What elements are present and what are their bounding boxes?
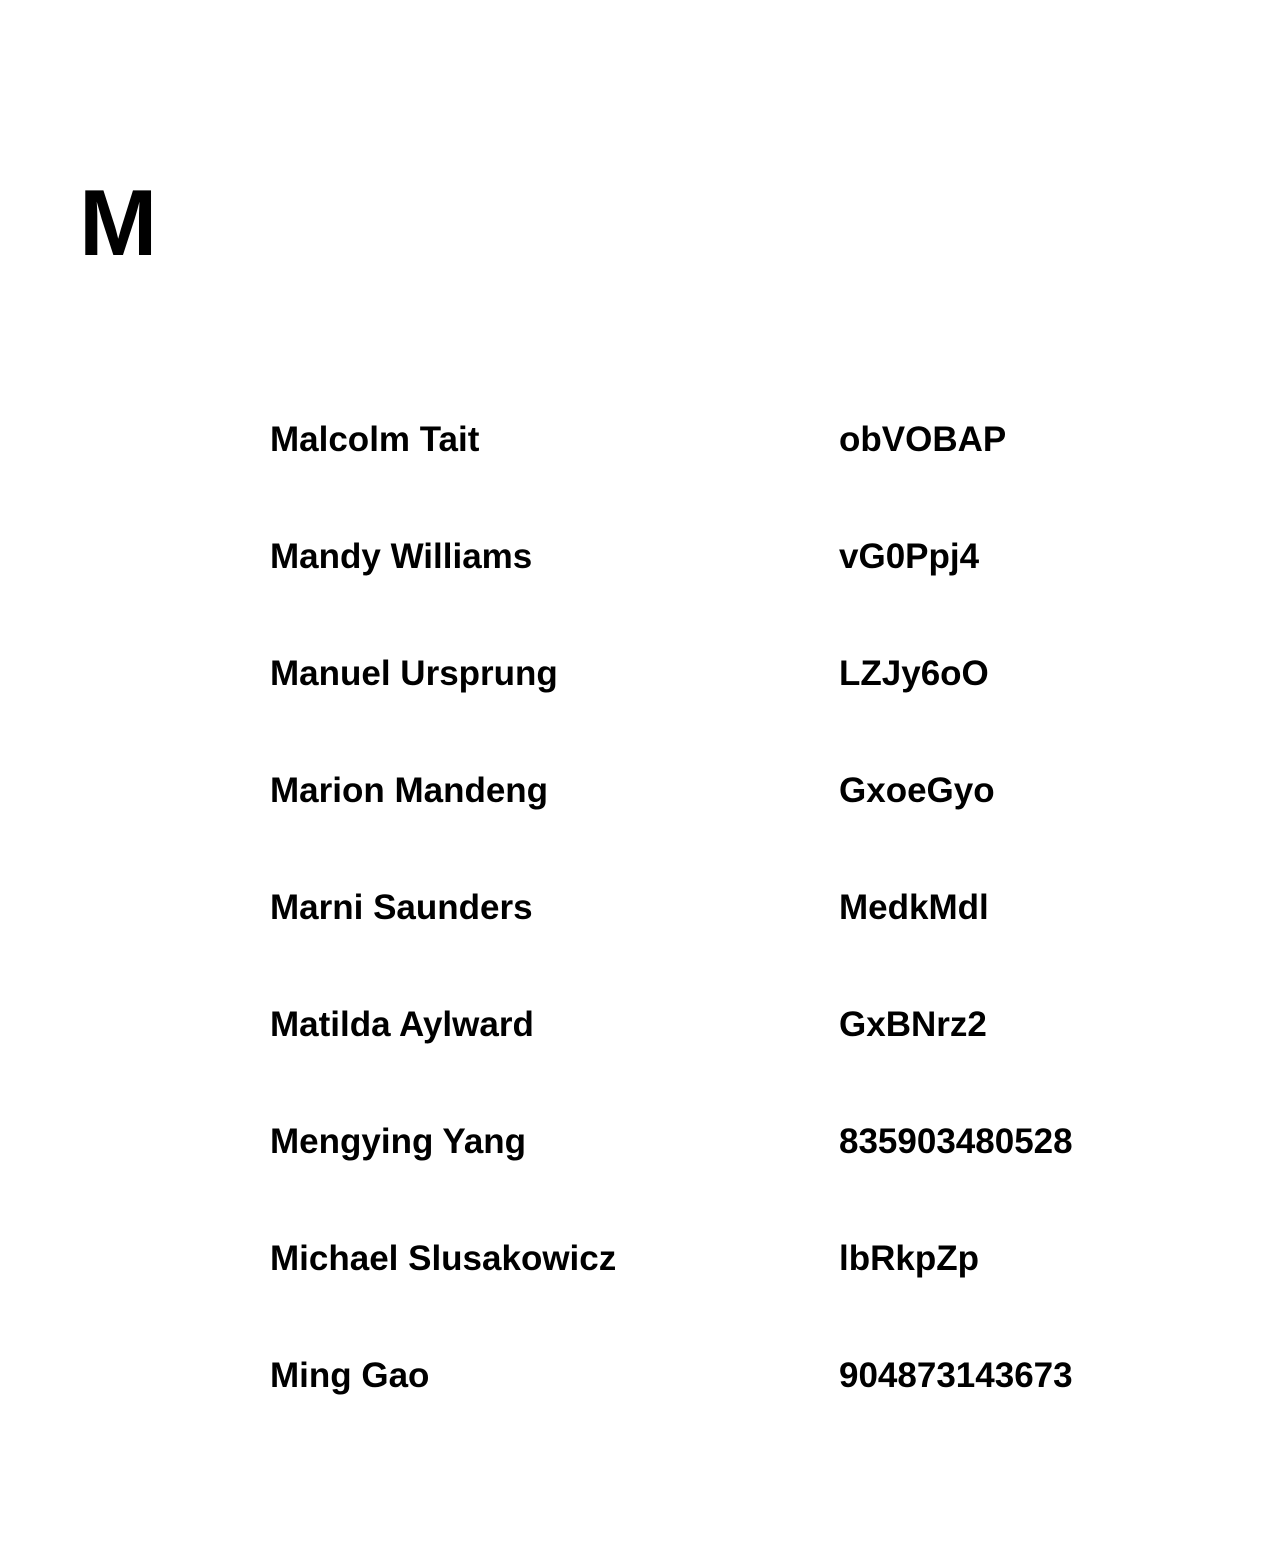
list-item — [270, 1122, 1170, 1182]
entry-name: Manuel Ursprung — [270, 654, 558, 693]
list-item — [270, 771, 1170, 831]
entry-code: LZJy6oO — [839, 654, 989, 693]
entry-name: Michael Slusakowicz — [270, 1239, 617, 1278]
entry-name: Matilda Aylward — [270, 1005, 534, 1044]
entry-name: Ming Gao — [270, 1356, 430, 1395]
entry-code: GxBNrz2 — [839, 1005, 987, 1044]
entry-code: GxoeGyo — [839, 771, 995, 810]
list-item — [270, 654, 1170, 714]
entry-list — [270, 0, 1170, 1547]
list-item — [270, 537, 1170, 597]
list-item — [270, 1239, 1170, 1299]
list-item — [270, 1005, 1170, 1065]
entry-name: Marni Saunders — [270, 888, 533, 927]
entry-code: MedkMdl — [839, 888, 989, 927]
entry-code: 904873143673 — [839, 1356, 1073, 1395]
section-letter-heading: M — [79, 170, 158, 275]
list-item — [270, 888, 1170, 948]
entry-name: Malcolm Tait — [270, 420, 480, 459]
entry-code: lbRkpZp — [839, 1239, 979, 1278]
list-item — [270, 1356, 1170, 1416]
entry-code: obVOBAP — [839, 420, 1007, 459]
entry-name: Marion Mandeng — [270, 771, 549, 810]
entry-name: Mandy Williams — [270, 537, 533, 576]
entry-name: Mengying Yang — [270, 1122, 527, 1161]
entry-code: 835903480528 — [839, 1122, 1073, 1161]
entry-code: vG0Ppj4 — [839, 537, 980, 576]
list-item — [270, 420, 1170, 480]
